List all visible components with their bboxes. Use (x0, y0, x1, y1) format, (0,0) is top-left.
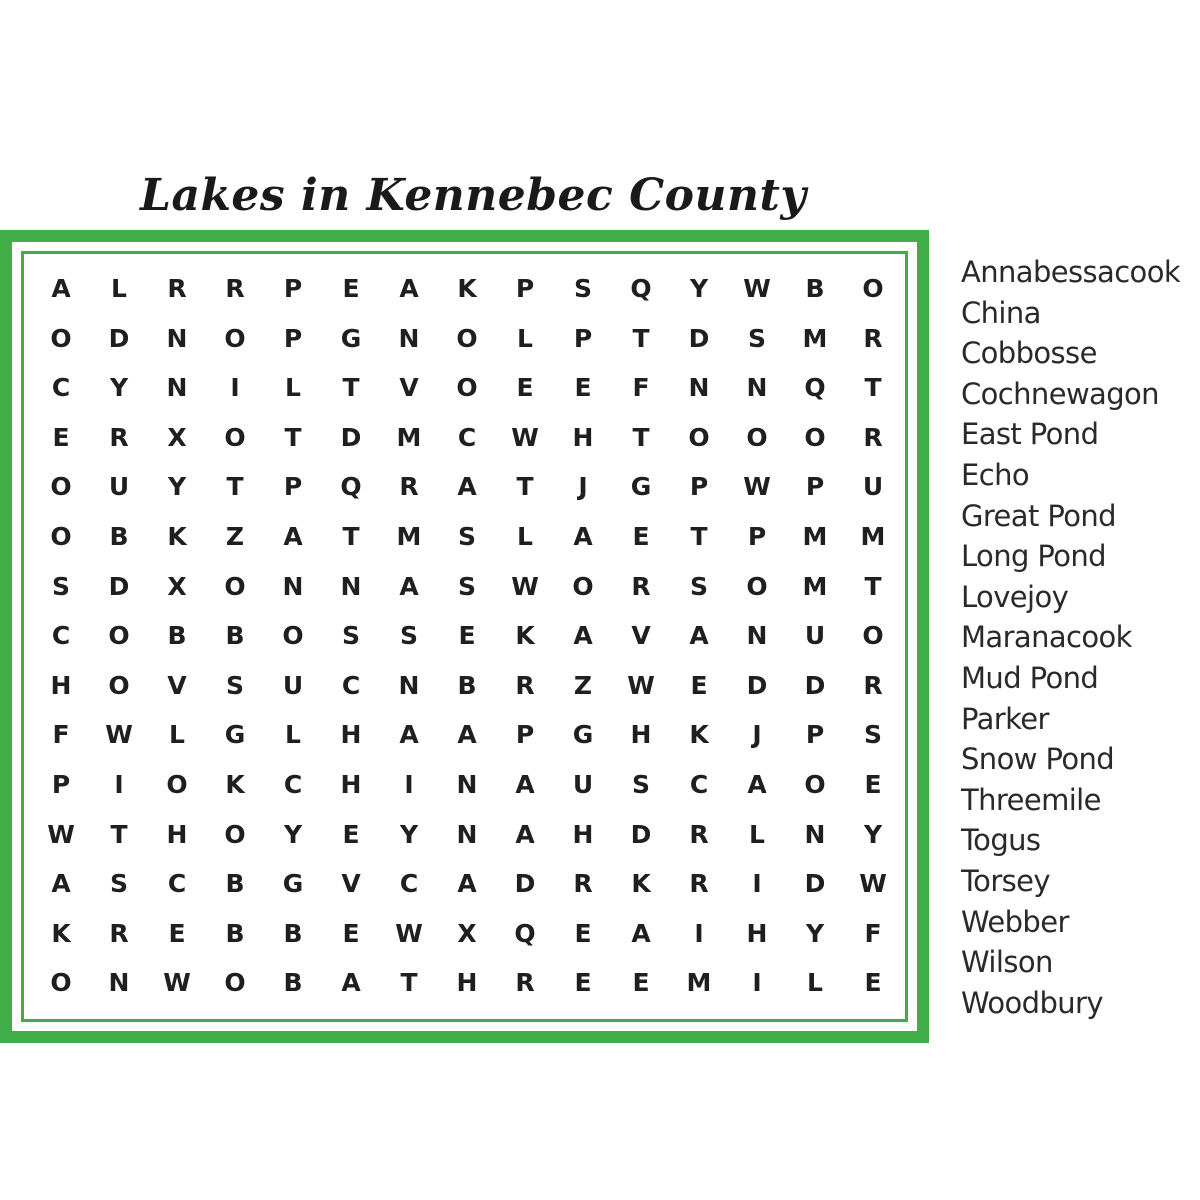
grid-letter[interactable]: M (802, 323, 828, 353)
grid-letter[interactable]: S (689, 571, 708, 601)
word-list-item: Webber (961, 904, 1069, 939)
grid-letter[interactable]: B (225, 621, 245, 651)
word-list-item: China (961, 295, 1041, 330)
grid-letter[interactable]: N (282, 571, 304, 601)
grid-letter[interactable]: E (342, 918, 360, 948)
grid-letter[interactable]: W (163, 968, 191, 998)
grid-letter[interactable]: N (688, 373, 710, 403)
grid-row (32, 562, 902, 612)
word-list-item: Parker (961, 701, 1049, 736)
grid-letter[interactable]: E (458, 621, 476, 651)
grid-letter[interactable]: R (109, 918, 129, 948)
grid-row (32, 859, 902, 909)
grid-letter[interactable]: O (108, 621, 130, 651)
grid-letter[interactable]: O (224, 323, 246, 353)
grid-letter[interactable]: J (752, 720, 762, 750)
grid-row (32, 462, 902, 512)
grid-letter[interactable]: E (52, 422, 70, 452)
grid-row (32, 512, 902, 562)
grid-letter[interactable]: N (398, 323, 420, 353)
grid-letter[interactable]: Y (805, 918, 825, 948)
grid-letter[interactable]: P (283, 274, 303, 303)
grid-row (32, 958, 902, 1008)
grid-letter[interactable]: N (746, 621, 768, 651)
grid-letter[interactable]: B (225, 869, 245, 899)
grid-row (32, 661, 902, 711)
grid-letter[interactable]: D (340, 422, 362, 452)
grid-letter[interactable]: P (805, 720, 825, 750)
grid-letter[interactable]: K (167, 522, 187, 551)
grid-letter[interactable]: O (224, 968, 246, 998)
grid-row (32, 760, 902, 810)
grid-letter[interactable]: I (114, 770, 124, 799)
grid-letter[interactable]: O (688, 422, 710, 452)
word-list-item: Cochnewagon (961, 376, 1159, 411)
grid-letter[interactable]: G (630, 472, 652, 502)
word-list-item: Echo (961, 457, 1029, 492)
word-list-item: Snow Pond (961, 742, 1115, 777)
grid-letter[interactable]: E (864, 968, 882, 998)
grid-letter[interactable]: P (805, 472, 825, 502)
grid-letter[interactable]: D (514, 869, 536, 899)
grid-letter[interactable]: G (340, 323, 362, 353)
grid-letter[interactable]: Q (514, 918, 536, 948)
grid-letter[interactable]: A (399, 720, 419, 750)
grid-letter[interactable]: T (284, 422, 302, 452)
grid-letter[interactable]: C (283, 770, 303, 799)
grid-letter[interactable]: B (457, 670, 477, 700)
grid-letter[interactable]: P (51, 770, 71, 799)
grid-letter[interactable]: E (342, 274, 360, 303)
grid-letter[interactable]: A (747, 770, 767, 799)
grid-letter[interactable]: W (511, 422, 539, 452)
grid-letter[interactable]: O (804, 422, 826, 452)
grid-letter[interactable]: T (226, 472, 244, 502)
grid-letter[interactable]: H (340, 720, 362, 750)
grid-letter[interactable]: V (341, 869, 361, 899)
grid-letter[interactable]: O (224, 819, 246, 849)
word-list-item: East Pond (961, 417, 1099, 452)
grid-letter[interactable]: A (515, 819, 535, 849)
grid-letter[interactable]: O (224, 571, 246, 601)
grid-letter[interactable]: V (399, 373, 419, 403)
grid-letter[interactable]: R (109, 422, 129, 452)
grid-letter[interactable]: M (396, 522, 422, 551)
grid-letter[interactable]: A (51, 869, 71, 899)
grid-letter[interactable]: W (47, 819, 75, 849)
grid-letter[interactable]: H (746, 918, 768, 948)
grid-letter[interactable]: I (694, 918, 704, 948)
grid-row (32, 363, 902, 413)
grid-letter[interactable]: N (456, 770, 478, 799)
grid-letter[interactable]: A (689, 621, 709, 651)
grid-letter[interactable]: R (515, 968, 535, 998)
grid-letter[interactable]: G (224, 720, 246, 750)
grid-letter[interactable]: N (746, 373, 768, 403)
puzzle-title: Lakes in Kennebec County (140, 170, 807, 221)
grid-letter[interactable]: K (515, 621, 535, 651)
grid-row (32, 710, 902, 760)
grid-letter[interactable]: O (50, 968, 72, 998)
grid-letter[interactable]: H (572, 422, 594, 452)
grid-letter[interactable]: U (282, 670, 304, 700)
grid-letter[interactable]: N (456, 819, 478, 849)
grid-letter[interactable]: P (689, 472, 709, 502)
grid-letter[interactable]: A (399, 274, 419, 303)
grid-letter[interactable]: C (457, 422, 477, 452)
grid-letter[interactable]: O (746, 571, 768, 601)
grid-letter[interactable]: N (340, 571, 362, 601)
grid-letter[interactable]: T (632, 323, 650, 353)
grid-letter[interactable]: Y (863, 819, 883, 849)
grid-letter[interactable]: X (167, 422, 187, 452)
grid-letter[interactable]: M (860, 522, 886, 551)
grid-letter[interactable]: Y (167, 472, 187, 502)
grid-letter[interactable]: T (110, 819, 128, 849)
grid-letter[interactable]: P (573, 323, 593, 353)
grid-letter[interactable]: W (743, 472, 771, 502)
grid-letter[interactable]: P (283, 323, 303, 353)
grid-letter[interactable]: R (515, 670, 535, 700)
grid-letter[interactable]: X (457, 918, 477, 948)
grid-letter[interactable]: O (50, 323, 72, 353)
grid-letter[interactable]: N (166, 323, 188, 353)
grid-letter[interactable]: R (167, 274, 187, 303)
grid-letter[interactable]: A (399, 571, 419, 601)
grid-letter[interactable]: C (341, 670, 361, 700)
grid-letter[interactable]: B (225, 918, 245, 948)
grid-letter[interactable]: Q (630, 274, 652, 303)
grid-letter[interactable]: W (511, 571, 539, 601)
word-list-item: Maranacook (961, 620, 1132, 655)
grid-letter[interactable]: A (457, 869, 477, 899)
grid-letter[interactable]: O (108, 670, 130, 700)
grid-letter[interactable]: S (51, 571, 70, 601)
grid-letter[interactable]: A (515, 770, 535, 799)
grid-letter[interactable]: A (457, 472, 477, 502)
grid-letter[interactable]: I (752, 869, 762, 899)
grid-letter[interactable]: H (572, 819, 594, 849)
grid-letter[interactable]: E (574, 918, 592, 948)
grid-letter[interactable]: H (630, 720, 652, 750)
grid-letter[interactable]: T (864, 571, 882, 601)
grid-letter[interactable]: P (515, 274, 535, 303)
grid-letter[interactable]: L (169, 720, 185, 750)
grid-letter[interactable]: T (690, 522, 708, 551)
word-list-item: Torsey (961, 863, 1050, 898)
grid-letter[interactable]: Z (225, 522, 245, 551)
grid-letter[interactable]: N (804, 819, 826, 849)
grid-letter[interactable]: L (111, 274, 127, 303)
grid-row (32, 611, 902, 661)
word-list (961, 252, 1197, 1023)
grid-letter[interactable]: M (802, 571, 828, 601)
grid-letter[interactable]: L (807, 968, 823, 998)
grid-letter[interactable]: F (864, 918, 882, 948)
grid-letter[interactable]: N (166, 373, 188, 403)
grid-letter[interactable]: Z (573, 670, 593, 700)
grid-letter[interactable]: O (862, 621, 884, 651)
grid-letter[interactable]: L (517, 323, 533, 353)
grid-letter[interactable]: P (747, 522, 767, 551)
word-list-item: Great Pond (961, 498, 1116, 533)
grid-letter[interactable]: B (805, 274, 825, 303)
grid-letter[interactable]: E (516, 373, 534, 403)
grid-letter[interactable]: D (630, 819, 652, 849)
grid-letter[interactable]: O (804, 770, 826, 799)
word-list-item: Lovejoy (961, 579, 1069, 614)
grid-letter[interactable]: E (342, 819, 360, 849)
grid-letter[interactable]: H (340, 770, 362, 799)
grid-letter[interactable]: D (108, 323, 130, 353)
letter-grid (32, 264, 902, 1008)
grid-letter[interactable]: E (574, 373, 592, 403)
grid-letter[interactable]: T (342, 522, 360, 551)
grid-row (32, 264, 902, 314)
grid-letter[interactable]: N (398, 670, 420, 700)
word-list-item: Threemile (961, 782, 1101, 817)
grid-letter[interactable]: F (52, 720, 70, 750)
grid-letter[interactable]: K (631, 869, 651, 899)
grid-letter[interactable]: L (285, 720, 301, 750)
grid-letter[interactable]: R (863, 670, 883, 700)
grid-letter[interactable]: S (747, 323, 766, 353)
grid-letter[interactable]: O (572, 571, 594, 601)
grid-letter[interactable]: S (109, 869, 128, 899)
grid-letter[interactable]: U (572, 770, 594, 799)
grid-letter[interactable]: S (457, 522, 476, 551)
grid-letter[interactable]: G (282, 869, 304, 899)
grid-letter[interactable]: O (166, 770, 188, 799)
word-list-item: Togus (961, 823, 1041, 858)
grid-letter[interactable]: O (224, 422, 246, 452)
grid-letter[interactable]: P (283, 472, 303, 502)
grid-row (32, 909, 902, 959)
grid-letter[interactable]: A (631, 918, 651, 948)
grid-letter[interactable]: U (804, 621, 826, 651)
grid-letter[interactable]: L (517, 522, 533, 551)
grid-letter[interactable]: M (802, 522, 828, 551)
grid-letter[interactable]: W (105, 720, 133, 750)
word-list-item: Long Pond (961, 539, 1106, 574)
grid-letter[interactable]: N (108, 968, 130, 998)
grid-letter[interactable]: R (863, 323, 883, 353)
grid-letter[interactable]: W (743, 274, 771, 303)
grid-letter[interactable]: F (632, 373, 650, 403)
grid-letter[interactable]: O (282, 621, 304, 651)
grid-letter[interactable]: E (632, 968, 650, 998)
grid-letter[interactable]: T (516, 472, 534, 502)
grid-letter[interactable]: U (862, 472, 884, 502)
grid-letter[interactable]: Q (340, 472, 362, 502)
grid-letter[interactable]: A (51, 274, 71, 303)
grid-letter[interactable]: O (50, 472, 72, 502)
grid-letter[interactable]: T (864, 373, 882, 403)
grid-letter[interactable]: W (395, 918, 423, 948)
grid-letter[interactable]: Q (804, 373, 826, 403)
grid-letter[interactable]: R (631, 571, 651, 601)
grid-letter[interactable]: I (752, 968, 762, 998)
grid-letter[interactable]: O (456, 323, 478, 353)
grid-letter[interactable]: V (167, 670, 187, 700)
grid-letter[interactable]: D (746, 670, 768, 700)
grid-letter[interactable]: B (283, 918, 303, 948)
grid-letter[interactable]: O (456, 373, 478, 403)
grid-letter[interactable]: I (404, 770, 414, 799)
grid-letter[interactable]: W (859, 869, 887, 899)
grid-row (32, 413, 902, 463)
grid-letter[interactable]: M (686, 968, 712, 998)
grid-letter[interactable]: V (631, 621, 651, 651)
grid-letter[interactable]: M (396, 422, 422, 452)
grid-letter[interactable]: T (632, 422, 650, 452)
grid-letter[interactable]: A (283, 522, 303, 551)
grid-letter[interactable]: C (689, 770, 709, 799)
grid-row (32, 810, 902, 860)
grid-letter[interactable]: R (399, 472, 419, 502)
grid-letter[interactable]: A (341, 968, 361, 998)
grid-letter[interactable]: P (515, 720, 535, 750)
grid-letter[interactable]: A (573, 621, 593, 651)
grid-letter[interactable]: D (108, 571, 130, 601)
grid-letter[interactable]: C (167, 869, 187, 899)
grid-letter[interactable]: S (399, 621, 418, 651)
grid-letter[interactable]: J (578, 472, 588, 502)
grid-letter[interactable]: B (109, 522, 129, 551)
grid-letter[interactable]: H (166, 819, 188, 849)
grid-letter[interactable]: S (341, 621, 360, 651)
grid-letter[interactable]: O (50, 522, 72, 551)
grid-letter[interactable]: K (457, 274, 477, 303)
word-list-item: Annabessacook (961, 255, 1181, 289)
grid-letter[interactable]: S (863, 720, 882, 750)
grid-letter[interactable]: D (688, 323, 710, 353)
grid-letter[interactable]: B (283, 968, 303, 998)
grid-letter[interactable]: L (285, 373, 301, 403)
grid-letter[interactable]: O (862, 274, 884, 303)
grid-letter[interactable]: E (690, 670, 708, 700)
grid-letter[interactable]: R (225, 274, 245, 303)
grid-letter[interactable]: D (804, 670, 826, 700)
grid-letter[interactable]: E (864, 770, 882, 799)
grid-letter[interactable]: X (167, 571, 187, 601)
grid-letter[interactable]: E (574, 968, 592, 998)
word-list-item: Woodbury (961, 985, 1103, 1020)
grid-letter[interactable]: H (50, 670, 72, 700)
grid-letter[interactable]: S (225, 670, 244, 700)
grid-letter[interactable]: R (863, 422, 883, 452)
word-list-item: Mud Pond (961, 660, 1099, 695)
word-list-item: Cobbosse (961, 336, 1097, 371)
grid-letter[interactable]: T (342, 373, 360, 403)
grid-letter[interactable]: T (400, 968, 418, 998)
grid-letter[interactable]: H (456, 968, 478, 998)
grid-letter[interactable]: C (51, 373, 71, 403)
grid-letter[interactable]: C (399, 869, 419, 899)
grid-letter[interactable]: A (573, 522, 593, 551)
grid-letter[interactable]: W (627, 670, 655, 700)
grid-letter[interactable]: R (689, 819, 709, 849)
grid-letter[interactable]: K (225, 770, 245, 799)
grid-letter[interactable]: R (689, 869, 709, 899)
grid-letter[interactable]: E (168, 918, 186, 948)
grid-letter[interactable]: K (51, 918, 71, 948)
grid-row (32, 314, 902, 364)
grid-letter[interactable]: L (749, 819, 765, 849)
grid-letter[interactable]: Y (283, 819, 303, 849)
grid-letter[interactable]: E (632, 522, 650, 551)
grid-letter[interactable]: S (631, 770, 650, 799)
grid-letter[interactable]: Y (689, 274, 709, 303)
grid-letter[interactable]: Y (399, 819, 419, 849)
grid-letter[interactable]: D (804, 869, 826, 899)
grid-letter[interactable]: R (573, 869, 593, 899)
grid-letter[interactable]: Y (109, 373, 129, 403)
grid-letter[interactable]: S (457, 571, 476, 601)
grid-letter[interactable]: C (51, 621, 71, 651)
grid-letter[interactable]: S (573, 274, 592, 303)
grid-letter[interactable]: G (572, 720, 594, 750)
grid-letter[interactable]: U (108, 472, 130, 502)
grid-letter[interactable]: A (457, 720, 477, 750)
grid-letter[interactable]: B (167, 621, 187, 651)
grid-letter[interactable]: I (230, 373, 240, 403)
grid-letter[interactable]: O (746, 422, 768, 452)
grid-letter[interactable]: K (689, 720, 709, 750)
word-list-item: Wilson (961, 945, 1053, 980)
